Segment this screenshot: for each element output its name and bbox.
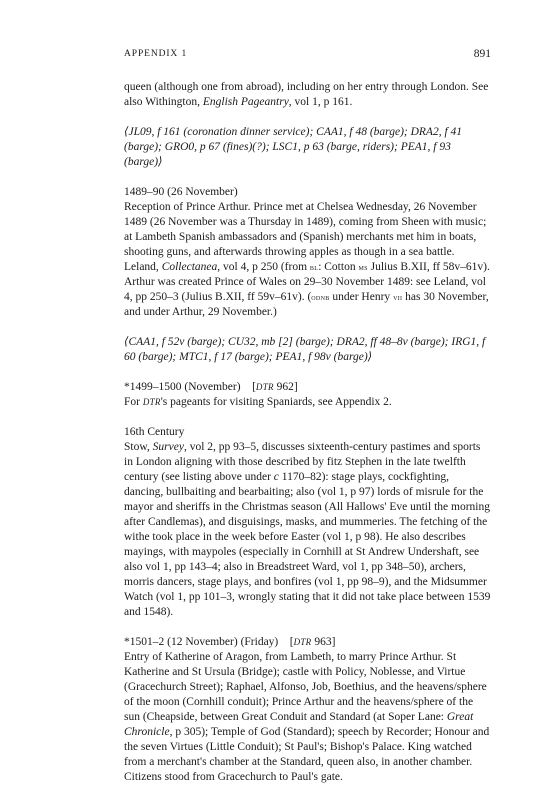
entry-date: *1499–1500 (November) <box>124 381 241 393</box>
entry-date: 16th Century <box>124 426 185 438</box>
entry-1499: *1499–1500 (November) [DTR 962] For DTR's pageants for visiting Spaniards, see Appendix 2. <box>124 381 392 408</box>
main-text <box>124 80 491 785</box>
reference-list: ⟨JL09, f 161 (coronation dinner service); CAA1, f 48 (barge); DRA2, f 41 (barge); GRO0, p 67 (fines)(?); LSC1, p 63 (barge, riders); PEA1, f 93 (barge)⟩ <box>124 126 463 168</box>
section-title: APPENDIX 1 <box>124 49 188 59</box>
reference-list: ⟨CAA1, f 52v (barge); CU32, mb [2] (barge); DRA2, ff 48–8v (barge); IRG1, f 60 (barge); MTC1, f 17 (barge); PEA1, f 98v (barge)⟩ <box>124 336 486 363</box>
entry-continuation: queen (although one from abroad), including on her entry through London. See also Withington, English Pageantry, vol 1, p 161. <box>124 81 489 108</box>
running-head <box>124 49 491 65</box>
page-number: 891 <box>473 48 491 60</box>
entry-16th-century: 16th Century Stow, Survey, vol 2, pp 93–5, discusses sixteenth-century pastimes and sports in London aligning with those described by fitz Stephen in the late twelfth century (see listing above under c 1170–82): stage plays, cockfighting, dancing, bullbaiting and bearbaiting; also (vol 1, p 97) lords of misrule for the mayor and sheriffs in the Christmas season (All Hallows' Eve until the morning after Candlemas), and disguisings, masks, and mummeries. The fetching of the withe took place in the week before Easter (vol 1, p 98). He also describes mayings, with maypoles (especially in Cornhill at St Andrew Undershaft, see also vol 1, pp 143–4; also in Breadstreet Ward, vol 1, pp 348–50), archers, morris dancers, stage plays, and bonfires (vol 1, pp 98–9), and the Midsummer Watch (vol 1, pp 101–3, wrongly stating that it did not take place between 1539 and 1548). <box>124 426 491 618</box>
entry-date: *1501–2 (12 November) (Friday) <box>124 636 279 648</box>
entry-1489: 1489–90 (26 November) Reception of Prince Arthur. Prince met at Chelsea Wednesday, 26 November 1489 (26 November was a Thursday in 1489), coming from Sheen with music; at Lambeth Spanish ambassadors and (Spanish) merchants met him in boats, shooting guns, and afterwards throwing apples as though in a sea battle. Leland, Collectanea, vol 4, p 250 (from bl: Cotton ms Julius B.XII, ff 58v–61v). Arthur was created Prince of Wales on 29–30 November 1489: see Leland, vol 4, pp 250–3 (Julius B.XII, ff 59v–61v). (odnb under Henry vii has 30 November, and under Arthur, 29 November.) <box>124 186 490 318</box>
entry-1501: *1501–2 (12 November) (Friday) [DTR 963] Entry of Katherine of Aragon, from Lambeth, to marry Prince Arthur. St Katherine and St Ursula (Bridge); castle with Policy, Noblesse, and Virtue (Gracechurch Street); Raphael, Alfonso, Job, Boethius, and the heavens/sphere of the moon (Cornhill conduit); Prince Arthur and the heavens/sphere of the sun (Cheapside, between Great Conduit and Standard (at Soper Lane: Great Chronicle, p 305); Temple of God (Standard); speech by Recorder; Honour and the seven Virtues (Little Conduit); St Paul's; Bishop's Palace. King watched from a merchant's chamber at the Standard, queen also, in another chamber. Citizens stood from Gracechurch to Paul's gate. <box>124 636 490 783</box>
entry-date: 1489–90 (26 November) <box>124 186 238 198</box>
